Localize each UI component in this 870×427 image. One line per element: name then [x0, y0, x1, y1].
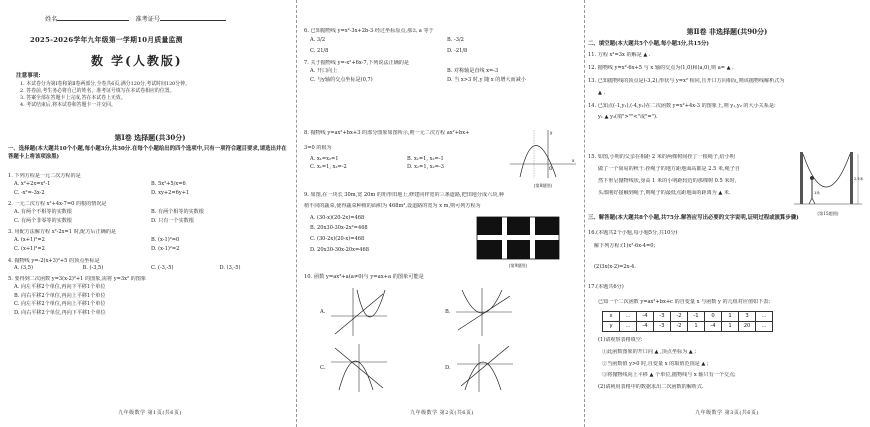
option[interactable]: C. -x²=-3x-2	[14, 189, 45, 196]
figure-caption: (第9题图)	[508, 262, 528, 268]
option[interactable]: B. (-3,5)	[82, 265, 104, 272]
question-7-options	[304, 67, 584, 84]
table-cell: -2	[671, 311, 688, 321]
table-cell: -4	[637, 311, 654, 321]
option[interactable]: A. (3,5)	[14, 265, 33, 272]
question-17-1a: ①此函数图象的开口向 ▲ ,顶点坐标为 ▲ ;	[602, 348, 697, 355]
parabola-graph	[508, 128, 578, 180]
option-label: D.	[445, 364, 451, 371]
question-17-block	[588, 284, 866, 391]
table-cell: x	[603, 311, 620, 321]
question-17-1b: ②当函数值 y>0 时,自变量 x 的取值范围是 ▲ ;	[602, 360, 709, 367]
option-label: C.	[320, 364, 326, 371]
person-height-label: 1米	[814, 191, 820, 195]
option[interactable]: D. 20x30-30x-20x=468	[310, 246, 370, 253]
table-cell: -1	[688, 311, 705, 321]
option-label: B.	[445, 308, 451, 315]
page-3	[588, 6, 866, 418]
question-10: 10. 函数 y=ax²+a(a≠0)与 y=ax+a 的图象可能是	[304, 274, 424, 280]
question-5-options	[8, 283, 288, 318]
id-field[interactable]	[160, 15, 226, 21]
id-label: 准考证号	[135, 16, 161, 23]
q8-figure	[508, 128, 578, 186]
option[interactable]: C. x₁=1, x₂=-2	[310, 164, 347, 171]
table-cell: -3	[654, 311, 671, 321]
option[interactable]: B. 5x²+5/x=6	[151, 180, 186, 187]
part-1-heading: 一、选择题(本大题共10个小题,每小题3分,共30分.在每个小题给出的四个选项中,只有一项符合题目要求,请选出并在答题卡上将该项涂黑)	[8, 146, 287, 161]
option[interactable]: D. (x-1)²=2	[151, 245, 180, 252]
q9-figure	[476, 216, 560, 268]
question-1: 1. 下列方程是一元二次方程的是	[8, 173, 81, 179]
table-row	[603, 321, 773, 331]
option[interactable]: C. 向左平移2个单位,再向上平移1个单位	[14, 301, 106, 308]
question-15-block	[588, 154, 788, 197]
option[interactable]: A. (x+1)²=2	[14, 237, 45, 244]
table-cell: 0	[705, 311, 722, 321]
question-8-options	[304, 155, 504, 172]
table-cell: 3	[739, 311, 756, 321]
page-footer: 九年级数学 第1页(共6页)	[118, 409, 182, 416]
question-3-options	[8, 236, 288, 253]
option[interactable]: B. 20x30-30x-2x²=468	[310, 225, 368, 232]
option[interactable]: A. 开口向上	[310, 68, 338, 75]
question-7: 7. 关于抛物线 y=-x²+6x-7,下列说法正确的是	[304, 60, 409, 67]
table-cell: 1	[722, 321, 739, 331]
question-8-block	[304, 130, 504, 172]
part-3-heading: 三、解答题(本大题共8个小题,共75分.解答应写出必要的文字说明,证明过程或演算步骤)	[588, 215, 799, 221]
option[interactable]: B. 对称轴是直线 x=-3	[447, 68, 499, 75]
option[interactable]: C. (30-2x)(20-x)=468	[310, 236, 365, 243]
question-14-cont: y₁ ▲ y₂(填">""<"或"=").	[598, 114, 658, 121]
value-table	[602, 311, 773, 332]
option[interactable]: D. 当 x>3 时,y 随 x 的增大而减小	[447, 76, 526, 83]
option[interactable]: B. 向右平移2个单位,再向上平移1个单位	[14, 292, 106, 299]
option[interactable]: A. x₁=x₂=1	[310, 155, 339, 162]
graph-b	[454, 286, 514, 338]
option[interactable]: A. 3/2	[310, 36, 326, 43]
table-cell: -3	[654, 321, 671, 331]
question-13: 13. 已知抛物线的顶点是(-3,2),形状与 y=x² 相同,且开口方向相反,则该抛物线解析式为	[588, 77, 785, 84]
fill-in-section	[588, 40, 866, 121]
option[interactable]: C. 与y轴的交点坐标是(0,7)	[310, 76, 373, 83]
question-9-cont: 植不同的蔬菜,使得蔬菜种植的面积为 468m²,设道路的宽为 x m,则可列方程为	[304, 202, 481, 209]
table-cell: …	[756, 311, 773, 321]
question-8-cont: 3=0 的根为	[304, 144, 332, 151]
page-footer: 九年级数学 第3页(共6页)	[695, 409, 759, 416]
option[interactable]: D. xy+2=6y+1	[151, 189, 190, 196]
option[interactable]: D. 只有一个实数根	[151, 217, 194, 224]
table-cell: …	[620, 321, 637, 331]
table-cell: …	[620, 311, 637, 321]
swing-diagram	[792, 146, 864, 208]
question-17-1c: ③将抛物线向上平移 ▲ 个单位,抛物线与 x 轴只有一个交点;	[602, 372, 736, 379]
figure-caption: (第15题图)	[817, 210, 839, 216]
question-14: 14. 已知点(-1,y₁),(-4,y₂)在二次函数 y=x²+4x-3 的图象上,则 y₁,y₂ 的大小关系是:	[588, 102, 776, 109]
question-17-2: (2)请利用表格中的数据求出二次函数的解析式.	[598, 384, 704, 391]
table-cell: -4	[637, 321, 654, 331]
option[interactable]: B. x₁=1, x₂=-1	[407, 155, 444, 162]
question-15-cont: 头部刚好接触到绳子,则绳子的最低点距地面的距离为 ▲ 米.	[598, 189, 731, 196]
option[interactable]: C. (x+1)²=2	[14, 245, 45, 252]
question-15-cont: 做了一个简易的秋千.拴绳子的地方距地面高都是 2.5 米,绳子自	[598, 165, 740, 172]
q15-figure	[792, 146, 864, 216]
question-3: 3. 用配方法解方程 x²-2x=1 时,配方后正确的是	[8, 229, 117, 236]
q10-option-c[interactable]	[320, 342, 445, 394]
section-1-title: 第Ⅰ卷 选择题(共30分)	[114, 133, 186, 142]
option[interactable]: B. (x-1)²=0	[151, 237, 180, 244]
option[interactable]: C. 21/8	[310, 48, 329, 55]
question-11: 11. 方程 x²=3x 的解是 ▲ .	[588, 52, 651, 59]
table-cell: 1	[722, 311, 739, 321]
option[interactable]: C. (-3,-5)	[151, 265, 174, 272]
option[interactable]: A. 有两个不相等的实数根	[14, 209, 72, 216]
question-4: 4. 抛物线 y=-2(x+3)²+5 的顶点坐标是	[8, 257, 100, 264]
option[interactable]: D. 向右平移2个单位,再向下平移1个单位	[14, 309, 106, 316]
option[interactable]: A. x²+2x=x²-1	[14, 180, 51, 187]
option[interactable]: A. 向左平移2个单位,再向下平移1个单位	[14, 283, 106, 290]
page-divider-2	[584, 0, 585, 427]
question-15: 15. 如图,小明的父亲在相距 2 米的两棵树间拴了一根绳子,给小明	[588, 154, 735, 160]
section-2-title: 第Ⅱ卷 非选择题(共90分)	[686, 27, 768, 36]
option-label: A.	[320, 308, 326, 315]
question-8: 8. 抛物线 y=ax²+bx+3 的部分图象如图所示,则一元二次方程 ax²+bx+	[304, 130, 470, 136]
figure-caption: (第8题图)	[533, 182, 553, 188]
notice-item: 2. 答卷前,考生务必将自己的姓名、准考证号填写在本试卷相应的位置。	[20, 88, 175, 95]
notice-list	[20, 81, 286, 109]
question-12: 12. 抛物线 y=x²-6x+5 与 x 轴的交点为(1,0)和(a,0),则 a= ▲ .	[588, 64, 734, 71]
page-1	[8, 6, 292, 418]
option[interactable]: C. 有两个非零等的实数根	[14, 217, 72, 224]
page-divider-1	[296, 0, 297, 427]
p1-questions	[8, 173, 288, 318]
option[interactable]: B. 有两个相等的实数根	[151, 209, 204, 216]
part-2-heading: 二、填空题(本大题共5个小题,每小题3分,共15分)	[588, 41, 709, 47]
page-2	[300, 6, 584, 418]
q10-option-a[interactable]	[320, 286, 445, 338]
origin-label: O	[549, 166, 553, 171]
option[interactable]: D. (3,-5)	[219, 265, 241, 272]
x-axis-label: x	[572, 158, 575, 163]
question-17-1: (1)请观察表格填空:	[598, 336, 643, 343]
subject-title: 数 学(人教版)	[91, 54, 183, 68]
height-label: 2.5米	[854, 177, 864, 181]
table-cell: …	[756, 321, 773, 331]
question-17-stem: 已知一个二次函数 y=ax²+bx+c 的自变量 x 与函数 y 的几组对应值如下表:	[598, 298, 771, 305]
q10-option-d[interactable]	[445, 342, 570, 394]
exam-title: 2025-2026学年九年级第一学期10月质量监测	[30, 36, 183, 44]
question-1-options	[8, 180, 288, 197]
notice-item: 4. 考试结束后,将本试卷和答题卡一并交回。	[20, 102, 116, 109]
field-roads-diagram	[476, 216, 560, 260]
q10-option-b[interactable]	[445, 286, 570, 338]
question-6-options	[304, 35, 584, 57]
option[interactable]: D. -21/8	[447, 48, 468, 55]
table-cell: 1	[688, 321, 705, 331]
name-label: 姓名	[45, 16, 58, 23]
question-2-options	[8, 208, 288, 225]
question-6: 6. 已知抛物线 y=x²-3x+2b-3 经过坐标原点,那么 a 等于	[304, 28, 434, 34]
question-15-cont: 然下垂呈抛物线状,身高 1 米的小明距较近的那棵树 0.5 米时,	[598, 177, 737, 184]
question-16: 16.(本题共2个小题,每小题5分,共10分)	[588, 230, 678, 236]
question-4-options	[8, 264, 288, 273]
name-id-line	[45, 15, 232, 24]
question-9-options	[304, 213, 464, 256]
question-17: 17.(本题共6分)	[588, 284, 624, 290]
question-16-block	[588, 230, 866, 271]
name-field[interactable]	[57, 15, 129, 21]
option[interactable]: A. (30-x)(20-2x)=468	[310, 214, 365, 221]
question-16b: (2)3x(x-2)=2x-4.	[594, 263, 636, 270]
page-footer: 九年级数学 第2页(共6页)	[410, 409, 474, 416]
p2-questions-top	[304, 28, 584, 84]
table-cell: -2	[671, 321, 688, 331]
question-9: 9. 如图,在一块长 30m,宽 20m 的矩形田地上,修建同样宽的三条道路,把田地分成六块,种	[304, 192, 504, 198]
option[interactable]: B. -3/2	[447, 36, 464, 43]
table-row	[603, 311, 773, 321]
notice-item: 3. 答案全部在答题卡上完成,答在本试卷上无效。	[20, 95, 126, 102]
notice-heading: 注意事项:	[16, 73, 41, 79]
graph-d	[455, 342, 515, 394]
graph-a	[329, 286, 389, 338]
question-13-cont: ▲ .	[598, 89, 606, 96]
notice-item: 1. 本试卷分为第Ⅰ卷和第Ⅱ卷两部分,全卷共6页,满分120分,考试时间120分钟。	[20, 81, 190, 87]
q10-graphs	[320, 286, 570, 394]
question-2: 2. 一元二次方程 x²+4x-7=0 的根的情况是	[8, 201, 107, 208]
question-5: 5. 要得到二次函数 y=3(x-2)²+1 的图象,需将 y=3x² 的图象	[8, 276, 146, 283]
table-cell: y	[603, 321, 620, 331]
graph-c	[329, 342, 389, 394]
y-axis-label: y	[550, 130, 553, 135]
option[interactable]: D. x₁=1, x₂=-3	[407, 164, 444, 171]
table-cell: -4	[705, 321, 722, 331]
question-16a: 解下列方程:(1)x²-6x-4=0;	[594, 242, 656, 249]
table-cell: 20	[739, 321, 756, 331]
